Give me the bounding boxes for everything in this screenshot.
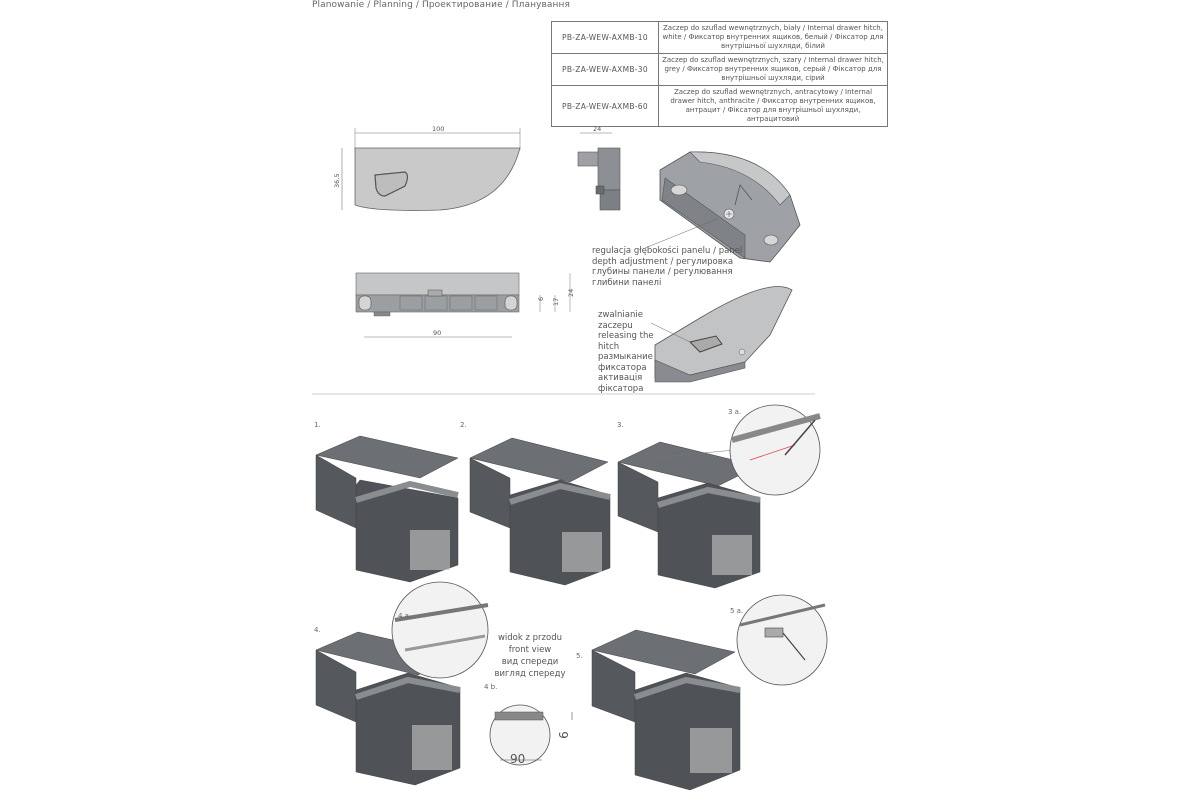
dimension-height-side: 36,5: [333, 173, 341, 188]
front-view-label-line: widok z przodu: [497, 633, 563, 643]
dimension-small: 6: [537, 296, 545, 301]
dimension-width-top: 100: [432, 125, 445, 133]
release-label-line: фиксатора: [598, 362, 647, 373]
product-code: PB-ZA-WEW-AXMB-10: [552, 22, 659, 54]
product-code: PB-ZA-WEW-AXMB-30: [552, 54, 659, 86]
step-number: 3.: [617, 421, 624, 429]
step-number: 4.: [314, 626, 321, 634]
product-description: Zaczep do szuflad wewnętrznych, antracytowy / Internal drawer hitch, anthracite / Фиксатор внутренних ящиков, антрацит / Фіксатор для внутрішньої шухляди, антрацитовий: [659, 86, 888, 127]
cabinet-step-2: [470, 438, 610, 585]
step-number: 4 a.: [398, 612, 412, 620]
product-description: Zaczep do szuflad wewnętrznych, szary / Internal drawer hitch, grey / Фиксатор внутренних ящиков, серый / Фіксатор для внутрішньої шухляди, сірий: [659, 54, 888, 86]
step-number: 5.: [576, 652, 583, 660]
front-view-label: [494, 632, 566, 680]
panel-depth-label: regulacja głębokości panelu / panel depth adjustment / регулировка глубины панели / регулювання глибини панелі: [592, 246, 743, 288]
front-view-label-line: front view: [508, 645, 552, 655]
front-view-label-line: вигляд спереду: [494, 669, 566, 679]
release-label-line: hitch: [598, 341, 620, 352]
release-label-line: zaczepu: [598, 320, 633, 331]
step-number: 4 b.: [484, 683, 498, 691]
zoom-dimension-height: 6: [556, 731, 571, 739]
dimension-total: 24: [567, 288, 575, 297]
step-number: 5 a.: [730, 607, 744, 615]
zoom-dimension-width: 90: [510, 752, 526, 766]
cabinet-step-5: [592, 630, 740, 790]
dimension-mid: 17: [552, 297, 560, 306]
front-view-label-line: вид спереди: [501, 657, 559, 667]
release-label-line: фіксатора: [598, 383, 644, 394]
step-number: 2.: [460, 421, 467, 429]
product-description: Zaczep do szuflad wewnętrznych, biały / Internal drawer hitch, white / Фиксатор внутренних ящиков, белый / Фіксатор для внутрішньої шухляди, білий: [659, 22, 888, 54]
dimension-depth-side: 24: [593, 125, 602, 133]
step-number: 3 a.: [728, 408, 742, 416]
product-code: PB-ZA-WEW-AXMB-60: [552, 86, 659, 127]
step-number: 1.: [314, 421, 321, 429]
release-label-line: releasing the: [598, 331, 654, 341]
page-title: Planowanie / Planning / Проектирование / Планування: [312, 0, 571, 10]
release-label-line: размыкание: [598, 352, 653, 362]
release-label-line: активація: [598, 373, 643, 383]
dimension-bottom-width: 90: [433, 329, 442, 337]
cabinet-step-1: [316, 436, 458, 582]
release-label: [598, 310, 658, 394]
release-label-line: zwalnianie: [598, 310, 643, 320]
